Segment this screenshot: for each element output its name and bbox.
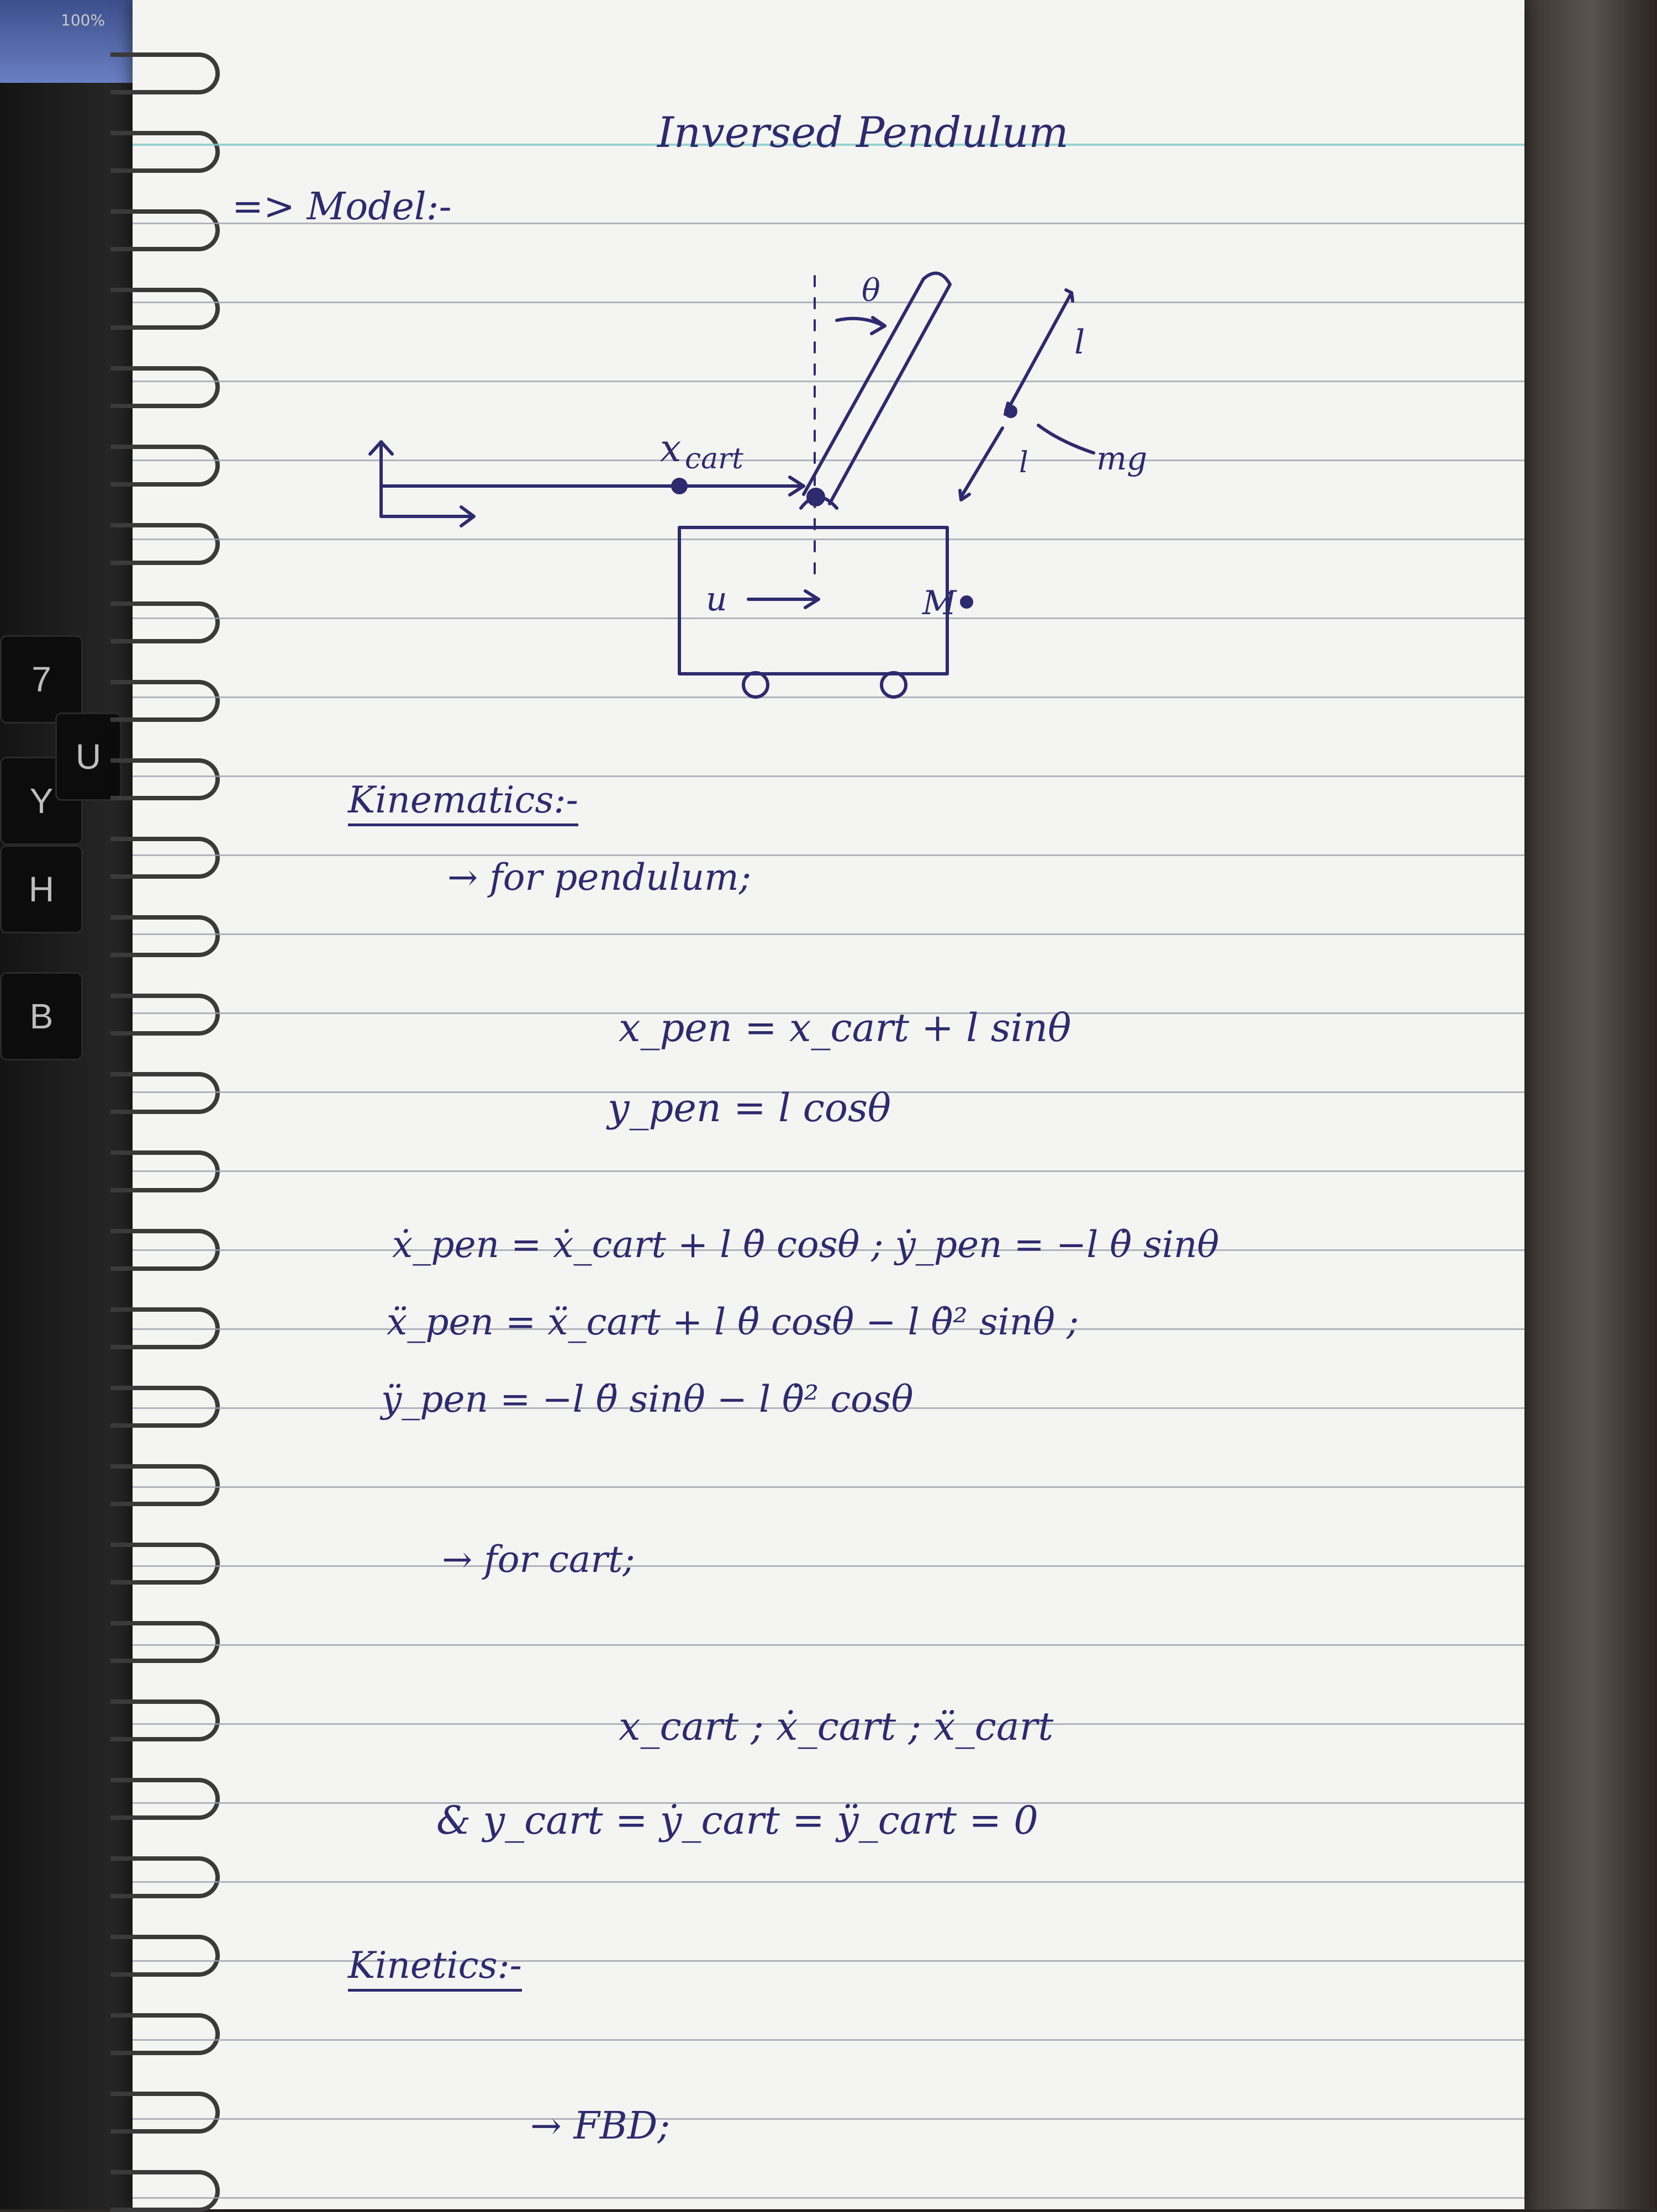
length-arrow-lower — [961, 428, 1002, 497]
length-arrow-upper — [1005, 293, 1072, 414]
equation-cart-x: x_cart ; ẋ_cart ; ẍ_cart — [619, 1704, 1054, 1749]
weight-label: mg — [1096, 440, 1148, 477]
page-title: Inversed Pendulum — [657, 108, 1069, 157]
equation-xddot-pen: ẍ_pen = ẍ_cart + l θ̈ cosθ − l θ̇² sinθ ; — [387, 1301, 1079, 1343]
spiral-ring — [110, 1464, 220, 1506]
x-cart-subscript: cart — [685, 442, 743, 476]
ruled-line — [133, 1486, 1524, 1488]
for-cart-heading: → for cart; — [442, 1538, 635, 1581]
theta-label: θ — [862, 273, 880, 309]
kinetics-heading: Kinetics:- — [348, 1944, 522, 1992]
equation-cart-y: & y_cart = ẏ_cart = ÿ_cart = 0 — [436, 1798, 1038, 1843]
ruled-line — [133, 933, 1524, 935]
spiral-ring — [110, 1935, 220, 1977]
spiral-ring — [110, 1386, 220, 1428]
key-y: Y — [0, 757, 83, 845]
notebook-page — [133, 0, 1524, 2209]
ruled-line — [133, 2039, 1524, 2041]
ruled-line — [133, 854, 1524, 856]
spiral-ring — [110, 1856, 220, 1898]
ruled-line — [133, 1170, 1524, 1172]
key-b: B — [0, 972, 83, 1060]
key-h: H — [0, 845, 83, 933]
weight-arrow — [1038, 425, 1094, 453]
for-pendulum-heading: → for pendulum; — [447, 856, 751, 899]
equation-x-pen: x_pen = x_cart + l sinθ — [619, 1005, 1072, 1050]
spiral-ring — [110, 915, 220, 957]
theta-arrowhead — [872, 318, 885, 334]
pivot-point — [808, 489, 824, 505]
spiral-ring — [110, 994, 220, 1036]
spiral-ring — [110, 2170, 220, 2212]
zoom-indicator: 100% — [61, 11, 105, 29]
cart-wheel-right — [882, 673, 906, 697]
equation-y-pen: y_pen = l cosθ — [608, 1085, 891, 1131]
equation-xdot-pen: ẋ_pen = ẋ_cart + l θ̇ cosθ ; ẏ_pen = −l θ̇ sinθ — [392, 1223, 1220, 1266]
cart-wheel-left — [743, 673, 768, 697]
cart-reference-dot — [673, 479, 686, 493]
length-label-bottom: l — [1019, 446, 1028, 479]
ruled-line — [133, 1644, 1524, 1646]
spiral-ring — [110, 1778, 220, 1820]
model-heading: => Model:- — [232, 185, 452, 229]
length-label-top: l — [1074, 323, 1085, 362]
spiral-ring — [110, 1072, 220, 1114]
table-surface — [1524, 0, 1657, 2209]
ruled-line — [133, 1960, 1524, 1962]
force-u-label: u — [706, 580, 727, 619]
spiral-ring — [110, 837, 220, 879]
spiral-ring — [110, 2013, 220, 2055]
spiral-ring — [110, 1621, 220, 1663]
spiral-ring — [110, 1543, 220, 1585]
key-7: 7 — [0, 635, 83, 724]
ruled-line — [133, 1881, 1524, 1883]
fbd-heading: → FBD; — [530, 2104, 671, 2148]
ruled-line — [133, 1565, 1524, 1567]
kinematics-heading: Kinematics:- — [348, 779, 578, 826]
mass-label: M — [922, 584, 957, 622]
x-cart-label: x — [660, 427, 682, 471]
key-u: U — [55, 712, 122, 801]
mass-dot — [962, 597, 972, 607]
spiral-ring — [110, 2092, 220, 2134]
ruled-line — [133, 775, 1524, 777]
spiral-ring — [110, 1699, 220, 1741]
equation-yddot-pen: ÿ_pen = −l θ̈ sinθ − l θ̇² cosθ — [381, 1378, 914, 1421]
center-of-mass — [1006, 406, 1016, 416]
ruled-line — [133, 2197, 1524, 2199]
ruled-line — [133, 2118, 1524, 2120]
